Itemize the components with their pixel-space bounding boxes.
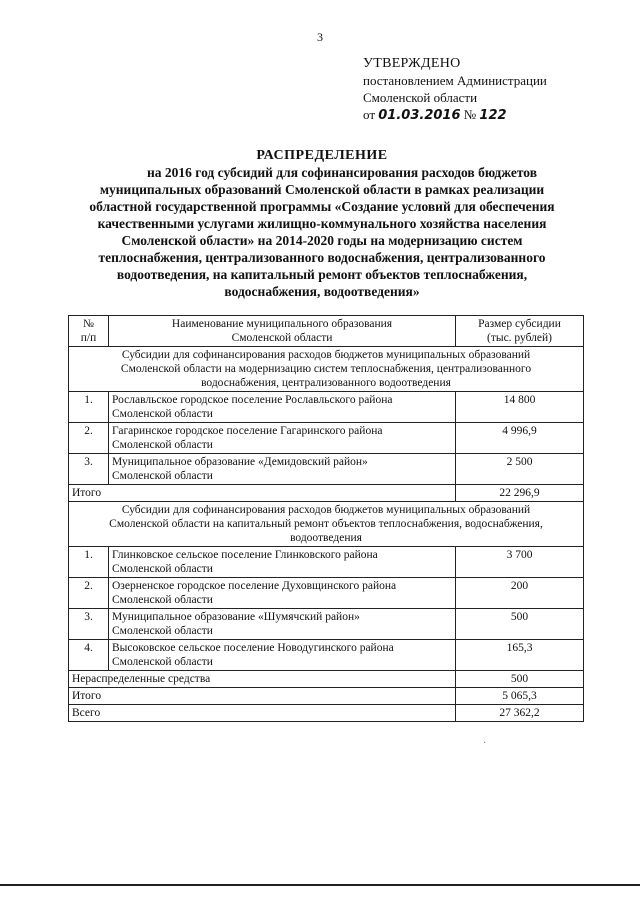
row-amount: 500: [456, 609, 584, 640]
approval-heading: УТВЕРЖДЕНО: [363, 56, 461, 71]
row-num: 3.: [69, 454, 109, 485]
total-label: Итого: [69, 485, 456, 502]
row-name: [109, 547, 456, 578]
total-amount: 5 065,3: [456, 688, 584, 705]
approval-block: [363, 55, 547, 124]
section-2-total-row: [69, 688, 584, 705]
row-amount: 200: [456, 578, 584, 609]
row-amount: 3 700: [456, 547, 584, 578]
header-name-line: Смоленской области: [231, 332, 333, 344]
total-amount: 22 296,9: [456, 485, 584, 502]
row-name-line: Смоленской области: [112, 408, 213, 420]
table-row: [69, 423, 584, 454]
title-heading: РАСПРЕДЕЛЕНИЕ: [256, 148, 388, 163]
section-title-line: Субсидии для софинансирования расходов бюджетов муниципальных образований: [121, 349, 531, 361]
handwritten-number: 122: [479, 108, 507, 123]
section-1-title-row: [69, 347, 584, 392]
title-line: водоотведения, на капитальный ремонт объектов теплоснабжения,: [116, 267, 528, 282]
table-row: [69, 392, 584, 423]
section-2-title: [69, 502, 584, 547]
unallocated-row: [69, 671, 584, 688]
header-name: [109, 316, 456, 347]
row-name-line: Смоленской области: [112, 470, 213, 482]
row-name: [109, 578, 456, 609]
header-amount-line: Размер субсидии: [478, 318, 561, 330]
row-name-line: Муниципальное образование «Демидовский район»: [112, 456, 368, 468]
row-name: [109, 454, 456, 485]
row-num: 1.: [69, 547, 109, 578]
row-name: [109, 423, 456, 454]
header-name-line: Наименование муниципального образования: [171, 318, 393, 330]
table-header-row: [69, 316, 584, 347]
row-name-line: Высоковское сельское поселение Новодугинского района: [112, 642, 394, 654]
row-num: 3.: [69, 609, 109, 640]
header-amount-line: (тыс. рублей): [486, 332, 553, 344]
section-title-line: водоснабжения, централизованного водоотведения: [201, 377, 451, 389]
title-line: качественными услугами жилищно-коммунального хозяйства населения: [97, 216, 547, 231]
row-num: 2.: [69, 578, 109, 609]
row-name-line: Гагаринское городское поселение Гагаринского района: [112, 425, 383, 437]
row-name-line: Смоленской области: [112, 563, 213, 575]
unallocated-label: Нераспределенные средства: [69, 671, 456, 688]
section-title-line: водоотведения: [290, 532, 362, 544]
row-name-line: Озерненское городское поселение Духовщинского района: [112, 580, 397, 592]
section-1-total-row: [69, 485, 584, 502]
header-num-line: №: [83, 318, 94, 330]
row-name-line: Глинковское сельское поселение Глинковского района: [112, 549, 378, 561]
number-label: №: [463, 107, 477, 122]
table-row: [69, 578, 584, 609]
section-title-line: Субсидии для софинансирования расходов бюджетов муниципальных образований: [121, 504, 531, 516]
row-num: 1.: [69, 392, 109, 423]
title-line: муниципальных образований Смоленской области в рамках реализации: [99, 182, 545, 197]
scan-speck: ·: [483, 738, 487, 749]
approval-date-line: [363, 106, 547, 124]
row-num: 2.: [69, 423, 109, 454]
grand-total-row: [69, 705, 584, 722]
approval-line-2: Смоленской области: [363, 90, 478, 105]
from-label: от: [363, 107, 376, 122]
table-row: [69, 547, 584, 578]
section-title-line: Смоленской области на капитальный ремонт объектов теплоснабжения, водоснабжения,: [109, 518, 543, 530]
unallocated-amount: 500: [456, 671, 584, 688]
title-line: теплоснабжения, централизованного водоснабжения, централизованного: [98, 250, 546, 265]
row-name-line: Смоленской области: [112, 439, 213, 451]
title-line: водоснабжения, водоотведения»: [224, 284, 420, 299]
grand-total-amount: 27 362,2: [456, 705, 584, 722]
approval-line-1: постановлением Администрации: [363, 73, 547, 88]
table-row: [69, 454, 584, 485]
row-name-line: Муниципальное образование «Шумячский район»: [112, 611, 360, 623]
section-title-line: Смоленской области на модернизацию систем теплоснабжения, централизованного: [120, 363, 532, 375]
header-num: [69, 316, 109, 347]
table-row: [69, 609, 584, 640]
row-name: [109, 609, 456, 640]
row-name-line: Смоленской области: [112, 656, 213, 668]
row-name-line: Смоленской области: [112, 594, 213, 606]
table-row: [69, 640, 584, 671]
document-title: [62, 147, 582, 300]
header-amount: [456, 316, 584, 347]
grand-total-label: Всего: [69, 705, 456, 722]
row-amount: 14 800: [456, 392, 584, 423]
row-name-line: Смоленской области: [112, 625, 213, 637]
header-num-line: п/п: [80, 332, 97, 344]
row-amount: 165,3: [456, 640, 584, 671]
row-name: [109, 640, 456, 671]
total-label: Итого: [69, 688, 456, 705]
page-bottom-rule: [0, 884, 640, 886]
handwritten-date: 01.03.2016: [378, 108, 461, 123]
title-line: областной государственной программы «Создание условий для обеспечения: [89, 199, 555, 214]
row-name: [109, 392, 456, 423]
subsidy-table: [68, 315, 584, 722]
row-amount: 4 996,9: [456, 423, 584, 454]
section-2-title-row: [69, 502, 584, 547]
row-name-line: Рославльское городское поселение Рославльского района: [112, 394, 393, 406]
row-amount: 2 500: [456, 454, 584, 485]
title-line: на 2016 год субсидий для софинансирования расходов бюджетов: [147, 165, 537, 180]
section-1-title: [69, 347, 584, 392]
page-number: 3: [317, 30, 323, 44]
title-line: Смоленской области» на 2014-2020 годы на модернизацию систем: [121, 233, 523, 248]
row-num: 4.: [69, 640, 109, 671]
